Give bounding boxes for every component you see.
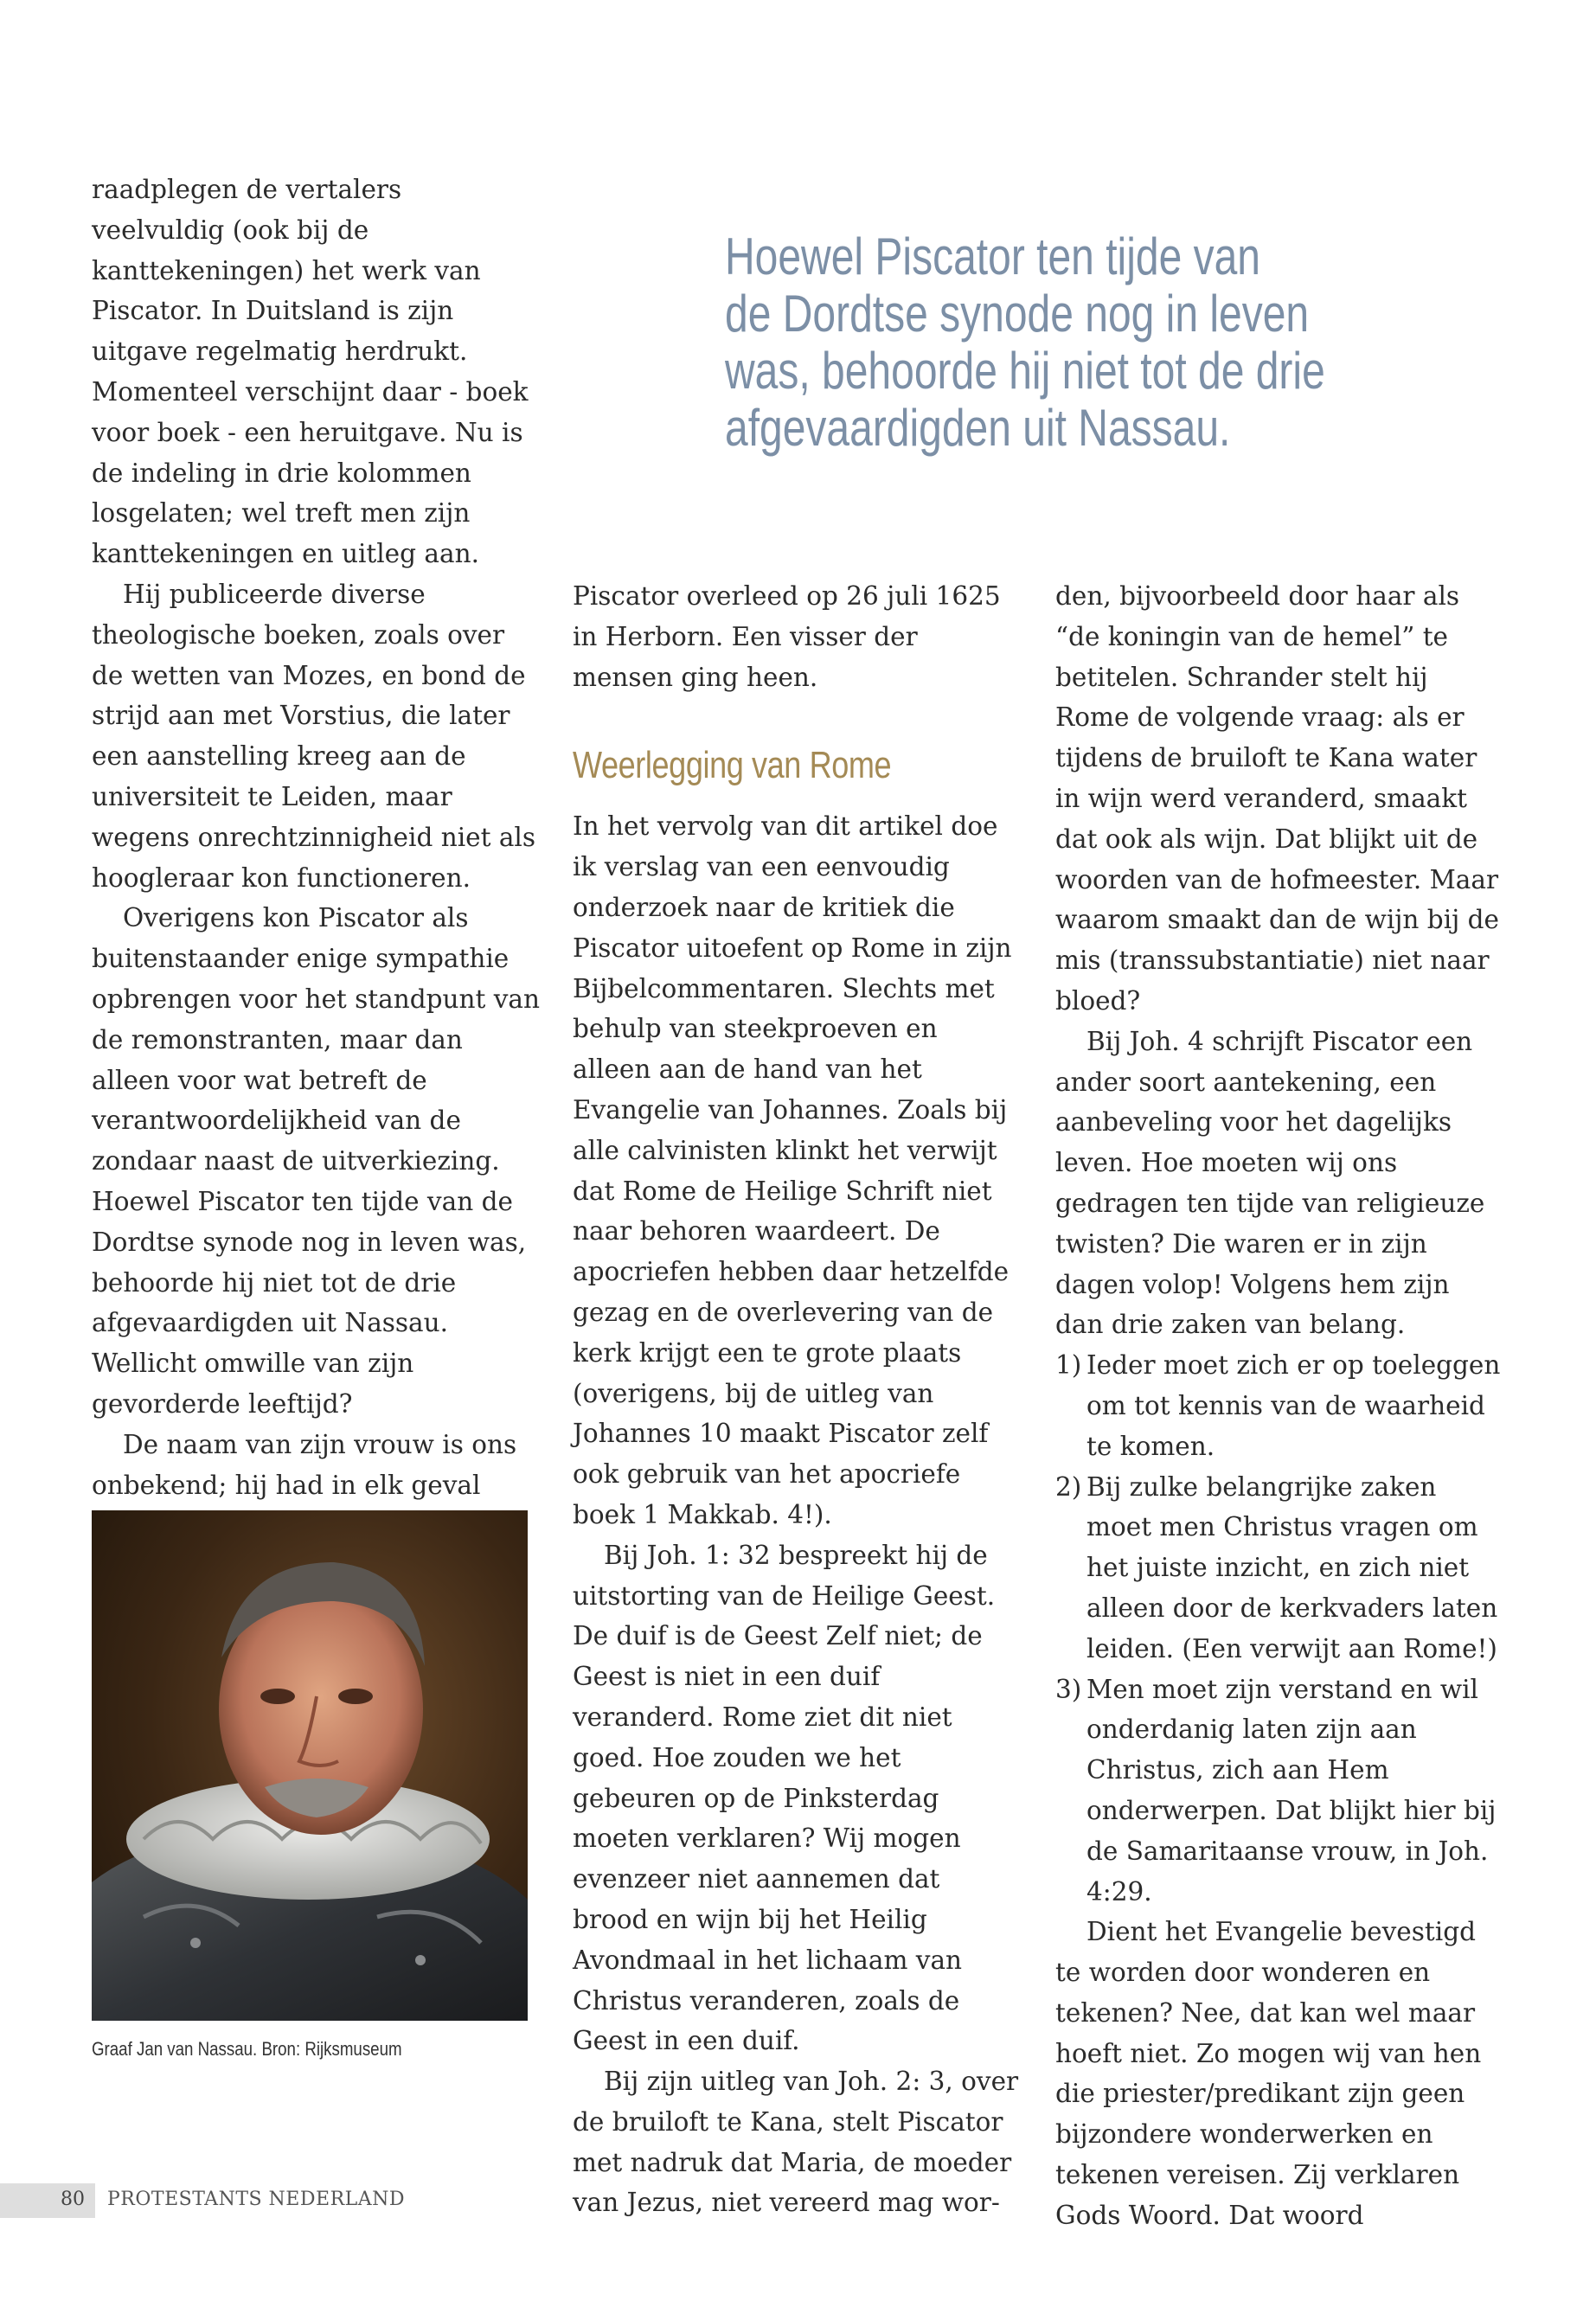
list-item bbox=[1055, 1345, 1505, 1466]
pull-quote-line: Hoewel Piscator ten tijde van bbox=[725, 228, 1260, 285]
text-column-left bbox=[92, 170, 542, 1586]
list-text: Men moet zijn verstand en wil onderdanig laten zijn aan Christus, zich aan Hem onderwerpen. Dat blijkt hier bij de Samaritaanse vrouw, in Joh. 4:29. bbox=[1086, 1674, 1497, 1907]
paragraph: Piscator overleed op 26 juli 1625 in Herborn. Een visser der mensen ging heen. bbox=[573, 581, 1001, 692]
text-column-right bbox=[1055, 576, 1505, 2236]
list-number: 3) bbox=[1055, 1674, 1082, 1704]
numbered-list bbox=[1055, 1345, 1505, 1912]
image-caption: Graaf Jan van Nassau. Bron: Rijksmuseum bbox=[92, 2038, 402, 2060]
portrait-illustration bbox=[92, 1510, 528, 2021]
paragraph: Bij Joh. 4 schrijft Piscator een ander soort aantekening, een aanbeveling voor het dagelijks leven. Hoe moeten wij ons gedragen ten tijde van religieuze twisten? Die waren er in zijn dagen volop! Volgens hem zijn dan drie zaken van belang. bbox=[1055, 1026, 1485, 1340]
text-column-middle bbox=[573, 576, 1022, 2223]
list-item bbox=[1055, 1467, 1505, 1670]
paragraph: De naam van zijn vrouw is ons onbekend; hij had in elk geval bbox=[92, 1429, 517, 1500]
pull-quote-line: de Dordtse synode nog in leven bbox=[725, 285, 1310, 343]
paragraph: Hij publiceerde diverse theologische boeken, zoals over de wetten van Mozes, en bond de strijd aan met Vorstius, die later een aanstelling kreeg aan de universiteit te Leiden, maar wegens onrechtzinnigheid niet als hoogleraar kon functioneren. bbox=[92, 579, 535, 893]
page-number: 80 bbox=[61, 2189, 85, 2210]
paragraph: Bij Joh. 1: 32 bespreekt hij de uitstorting van de Heilige Geest. De duif is de Geest Zelf niet; de Geest is niet in een duif veranderd. Rome ziet dit niet goed. Hoe zouden we het gebeuren op de Pinksterdag moeten verklaren? Wij mogen evenzeer niet aannemen dat brood en wijn bij het Heilig Avondmaal in het lichaam van Christus veranderen, zoals de Geest in een duif. bbox=[573, 1540, 996, 2056]
paragraph: Dient het Evangelie bevestigd te worden door wonderen en tekenen? Nee, dat kan wel maar hoeft niet. Zo mogen wij van hen die priester/predikant zijn geen bijzondere wonderwerken en tekenen vereisen. Zij verklaren Gods Woord. Dat woord bbox=[1055, 1917, 1482, 2230]
publication-name: PROTESTANTS NEDERLAND bbox=[107, 2189, 406, 2210]
paragraph: In het vervolg van dit artikel doe ik verslag van een eenvoudig onderzoek naar de kritiek die Piscator uitoefent op Rome in zijn Bijbelcommentaren. Slechts met behulp van steekproeven en alleen aan de hand van het Evangelie van Johannes. Zoals bij alle calvinisten klinkt het verwijt dat Rome de Heilige Schrift niet naar behoren waardeert. De apocriefen hebben daar hetzelfde gezag en de overlevering van de kerk krijgt een te grote plaats (overigens, bij de uitleg van Johannes 10 maakt Piscator zelf ook gebruik van het apocriefe boek 1 Makkab. 4!). bbox=[573, 811, 1012, 1529]
list-item bbox=[1055, 1670, 1505, 1913]
section-heading: Weerlegging van Rome bbox=[573, 744, 892, 787]
pull-quote bbox=[725, 228, 1325, 457]
pull-quote-line: afgevaardigden uit Nassau. bbox=[725, 399, 1231, 457]
list-number: 2) bbox=[1055, 1471, 1082, 1502]
list-text: Bij zulke belangrijke zaken moet men Christus vragen om het juiste inzicht, en zich niet alleen door de kerkvaders laten leiden. (Een verwijt aan Rome!) bbox=[1086, 1471, 1498, 1663]
paragraph: Overigens kon Piscator als buitenstaander enige sympathie opbrengen voor het standpunt van de remonstranten, maar dan alleen voor wat betreft de verantwoordelijkheid van de zondaar naast de uitverkiezing. Hoewel Piscator ten tijde van de Dordtse synode nog in leven was, behoorde hij niet tot de drie afgevaardigden uit Nassau. Wellicht omwille van zijn gevorderde leeftijd? bbox=[92, 903, 540, 1419]
paragraph: raadplegen de vertalers veelvuldig (ook bij de kanttekeningen) het werk van Piscator. In Duitsland is zijn uitgave regelmatig herdrukt. Momenteel verschijnt daar - boek voor boek - een heruitgave. Nu is de indeling in drie kolommen losgelaten; wel treft men zijn kanttekeningen en uitleg aan. bbox=[92, 175, 529, 569]
list-text: Ieder moet zich er op toeleggen om tot kennis van de waarheid te komen. bbox=[1086, 1350, 1501, 1461]
pull-quote-line: was, behoorde hij niet tot de drie bbox=[725, 342, 1325, 400]
paragraph: Bij zijn uitleg van Joh. 2: 3, over de bruiloft te Kana, stelt Piscator met nadruk dat Maria, de moeder van Jezus, niet vereerd mag wor- bbox=[573, 2067, 1019, 2218]
paragraph: den, bijvoorbeeld door haar als “de koningin van de hemel” te betitelen. Schrander stelt hij Rome de volgende vraag: als er tijdens de bruiloft te Kana water in wijn werd veranderd, smaakt dat ook als wijn. Dat blijkt uit de woorden van de hofmeester. Maar waarom smaakt dan de wijn bij de mis (transsubstantiatie) niet naar bloed? bbox=[1055, 581, 1499, 1016]
list-number: 1) bbox=[1055, 1350, 1082, 1381]
portrait-image bbox=[92, 1510, 528, 2021]
